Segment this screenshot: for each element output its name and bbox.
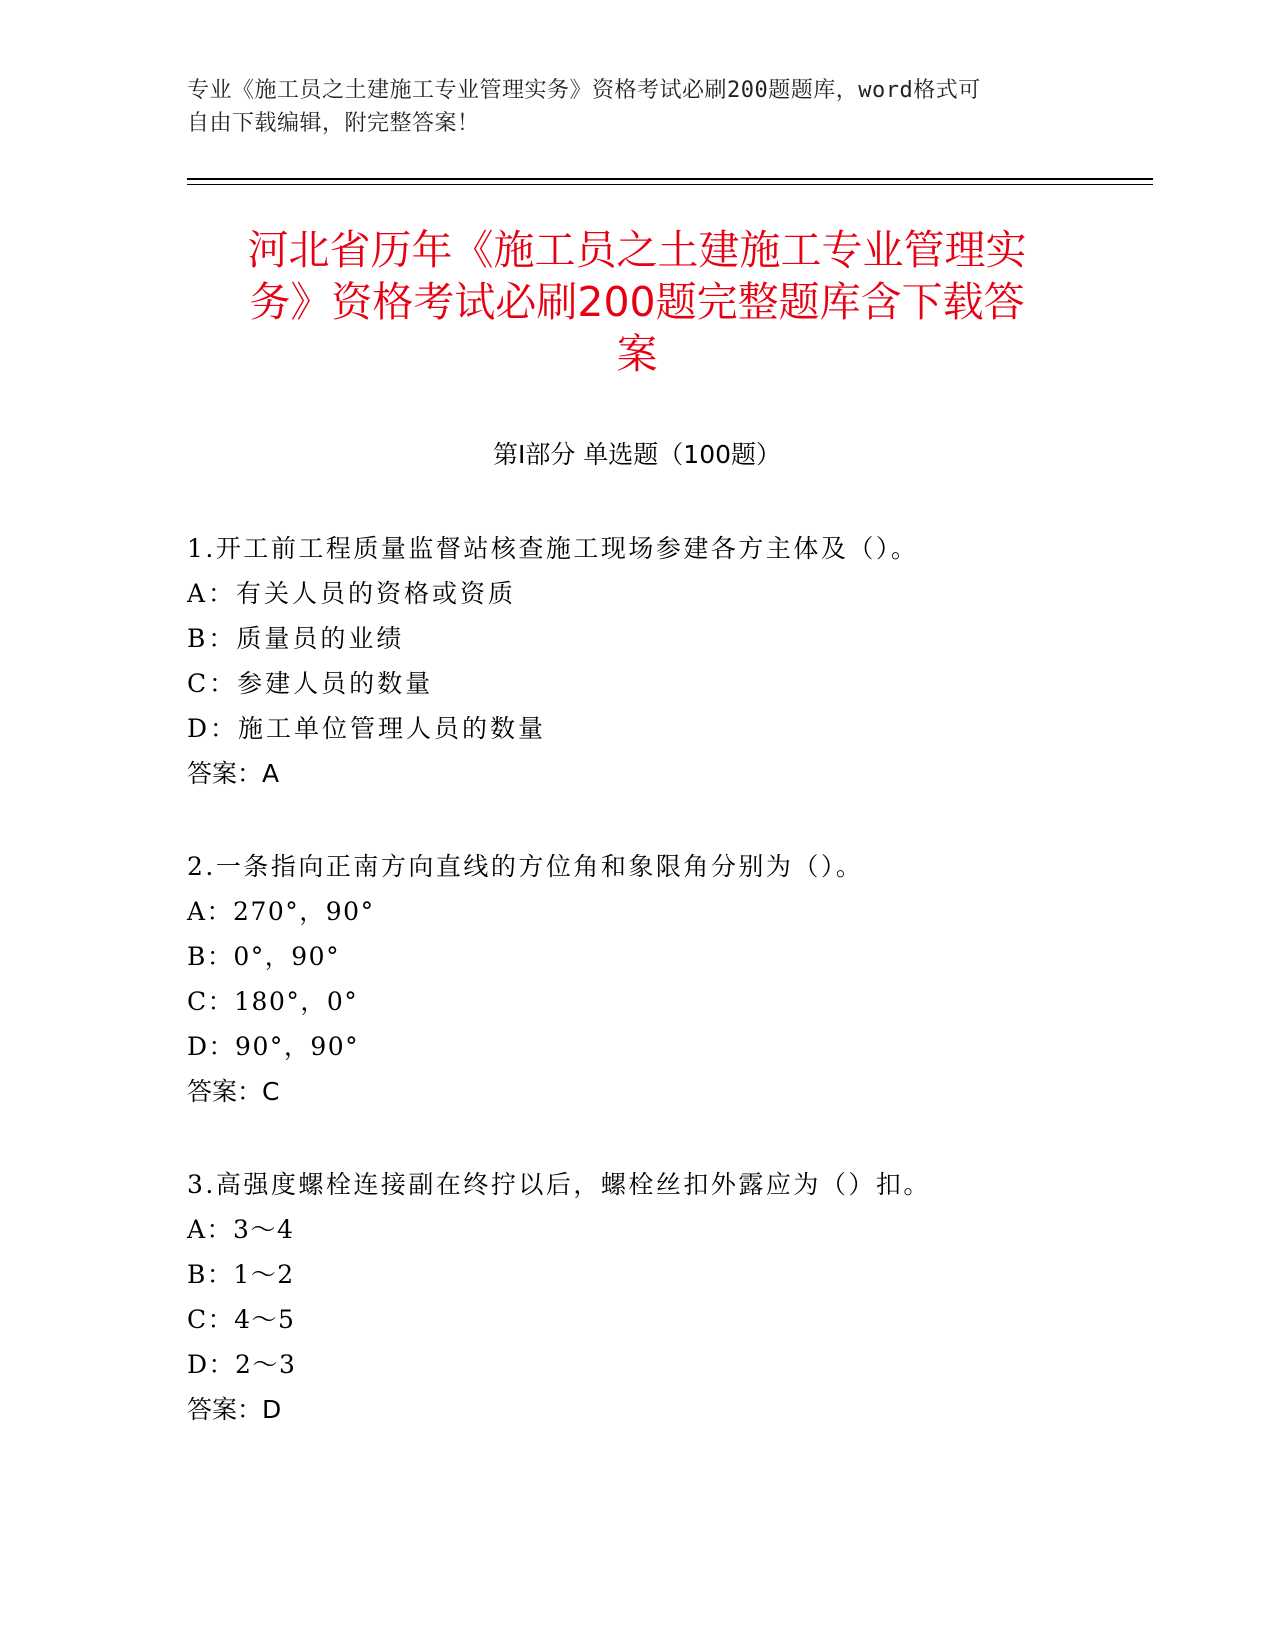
option-a: A：有关人员的资格或资质 bbox=[187, 579, 517, 608]
option-d: D：施工单位管理人员的数量 bbox=[187, 714, 547, 743]
header-note-line: 专业《施工员之土建施工专业管理实务》资格考试必刷200题题库，word格式可 bbox=[187, 78, 981, 103]
option-a: A：270°，90° bbox=[187, 897, 375, 926]
section-title: 第Ⅰ部分 单选题（100题） bbox=[492, 440, 782, 469]
document-title-line: 务》资格考试必刷200题完整题库含下载答 bbox=[249, 278, 1025, 326]
answer: 答案：D bbox=[187, 1395, 282, 1424]
document-title bbox=[187, 224, 1087, 380]
question-block bbox=[187, 1162, 1087, 1432]
question-block bbox=[187, 526, 1087, 796]
option-c: C：4～5 bbox=[187, 1305, 296, 1334]
answer: 答案：C bbox=[187, 1077, 280, 1106]
option-d: D：90°，90° bbox=[187, 1032, 360, 1061]
question-stem: 3.高强度螺栓连接副在终拧以后，螺栓丝扣外露应为（）扣。 bbox=[187, 1170, 931, 1199]
option-c: C：180°，0° bbox=[187, 987, 359, 1016]
header-note-line: 自由下载编辑，附完整答案！ bbox=[187, 111, 480, 136]
question-stem: 2.一条指向正南方向直线的方位角和象限角分别为（）。 bbox=[187, 852, 864, 881]
document-title-line: 河北省历年《施工员之土建施工专业管理实 bbox=[247, 226, 1027, 274]
option-b: B：0°，90° bbox=[187, 942, 341, 971]
option-b: B：质量员的业绩 bbox=[187, 624, 405, 653]
question-stem: 1.开工前工程质量监督站核查施工现场参建各方主体及（）。 bbox=[187, 534, 919, 563]
option-c: C：参建人员的数量 bbox=[187, 669, 434, 698]
document-title-line: 案 bbox=[616, 330, 658, 378]
option-b: B：1～2 bbox=[187, 1260, 295, 1289]
header-divider-thin bbox=[187, 184, 1153, 185]
answer: 答案：A bbox=[187, 759, 280, 788]
option-a: A：3～4 bbox=[187, 1215, 295, 1244]
option-d: D：2～3 bbox=[187, 1350, 297, 1379]
question-block bbox=[187, 844, 1087, 1114]
header-note bbox=[187, 74, 1067, 140]
header-divider-thick bbox=[187, 178, 1153, 180]
